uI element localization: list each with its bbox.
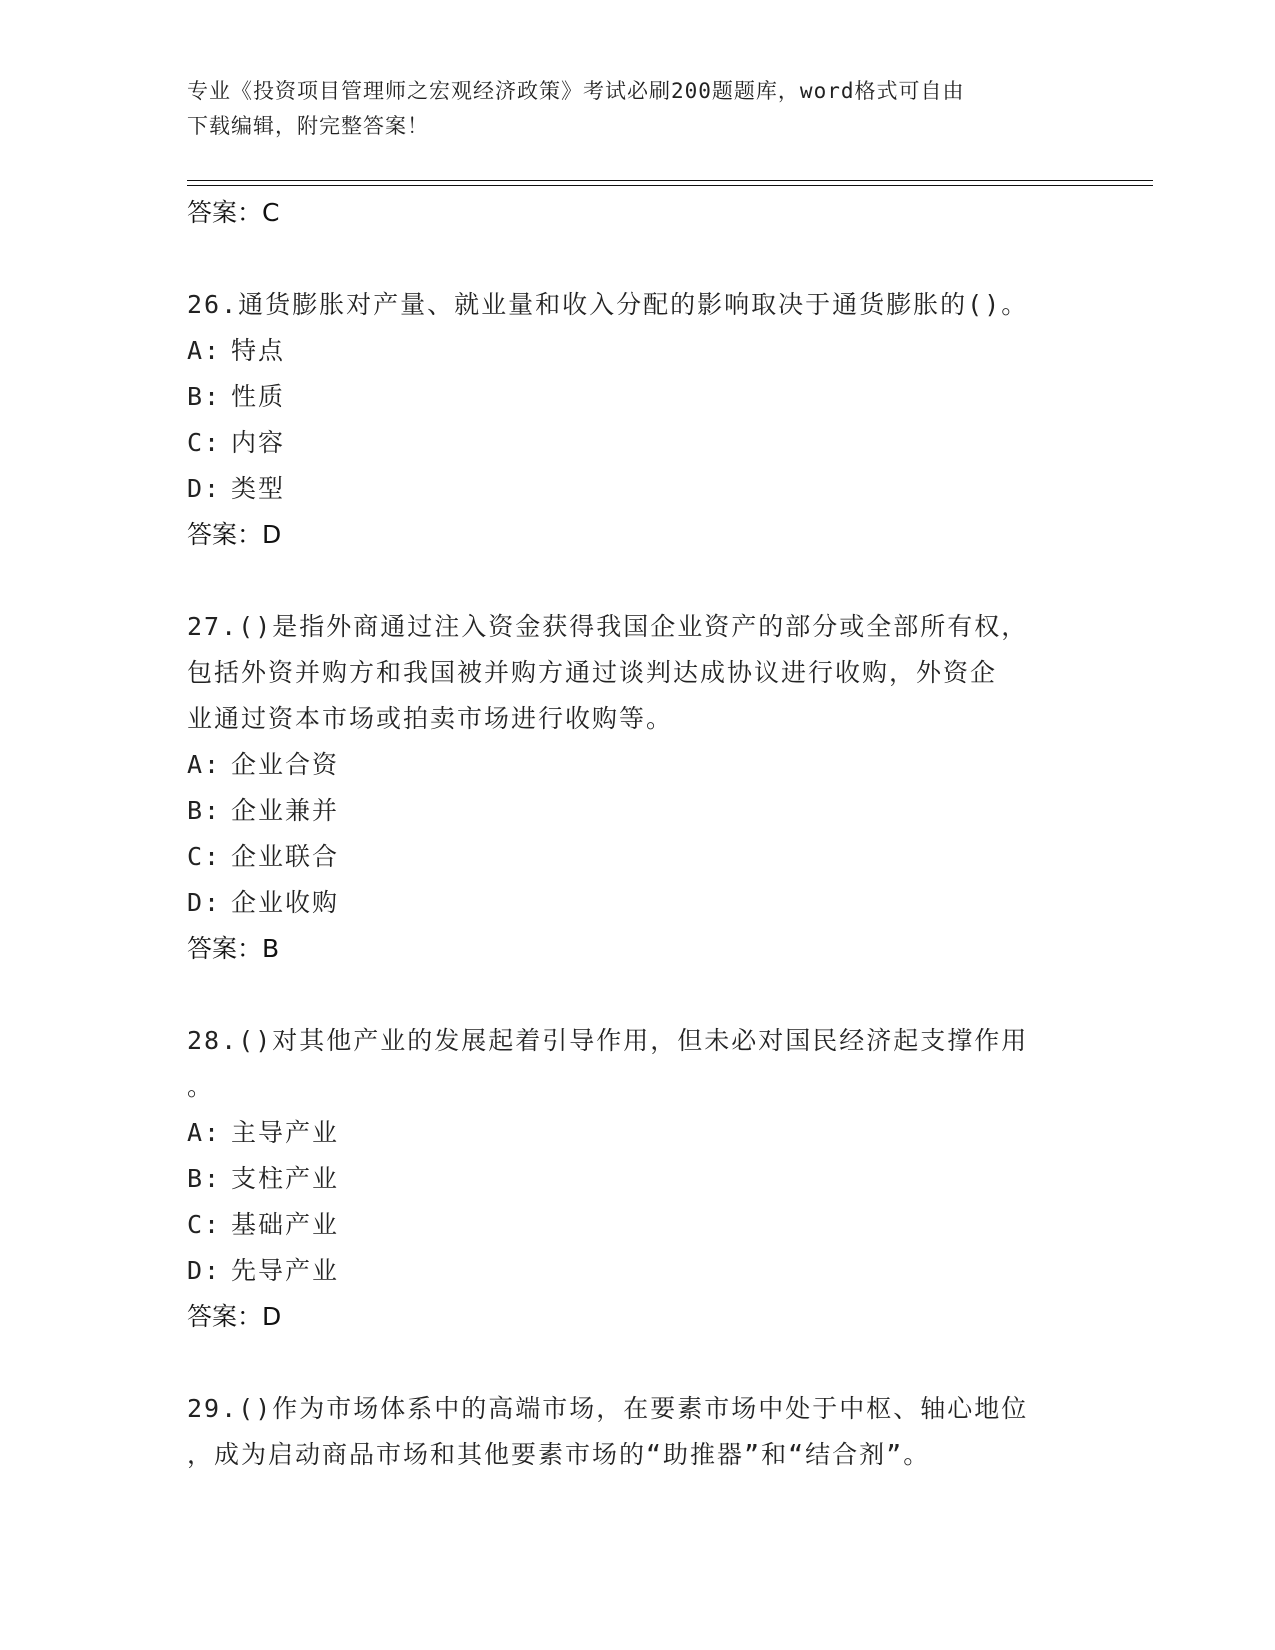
option-text: 先导产业 <box>231 1256 340 1285</box>
question-text-line-2: ，成为启动商品市场和其他要素市场的“助推器”和“结合剂”。 <box>187 1440 931 1469</box>
question-text-line-1: 29.()作为市场体系中的高端市场，在要素市场中处于中枢、轴心地位 <box>187 1394 1029 1423</box>
option-b <box>187 374 1087 420</box>
option-key: D: <box>187 474 222 503</box>
option-key: C: <box>187 428 222 457</box>
answer-line: 答案：D <box>187 520 282 549</box>
option-text: 内容 <box>231 428 286 457</box>
option-key: A: <box>187 1118 222 1147</box>
option-text: 特点 <box>231 336 286 365</box>
option-key: B: <box>187 382 222 411</box>
option-c <box>187 420 1087 466</box>
answer-line: 答案：C <box>187 198 280 227</box>
header-line-2: 下载编辑，附完整答案！ <box>187 114 429 138</box>
header-line-1: 专业《投资项目管理师之宏观经济政策》考试必刷200题题库，word格式可自由 <box>187 79 965 103</box>
header-divider-bottom <box>187 185 1153 186</box>
option-text: 企业联合 <box>231 842 340 871</box>
question-text-line-2: 。 <box>187 1072 215 1101</box>
question-text-line-2: 包括外资并购方和我国被并购方通过谈判达成协议进行收购，外资企 <box>187 658 998 687</box>
option-text: 企业兼并 <box>231 796 340 825</box>
option-text: 性质 <box>231 382 286 411</box>
option-text: 基础产业 <box>231 1210 340 1239</box>
option-key: A: <box>187 750 222 779</box>
question-block <box>187 282 1087 558</box>
option-key: C: <box>187 842 222 871</box>
question-block <box>187 1018 1087 1340</box>
option-text: 主导产业 <box>231 1118 340 1147</box>
question-list <box>187 190 1087 1478</box>
option-key: C: <box>187 1210 222 1239</box>
option-d <box>187 1248 1087 1294</box>
option-key: D: <box>187 888 222 917</box>
option-text: 企业收购 <box>231 888 340 917</box>
option-c <box>187 834 1087 880</box>
option-key: D: <box>187 1256 222 1285</box>
header-divider-top <box>187 180 1153 181</box>
question-text: 26.通货膨胀对产量、就业量和收入分配的影响取决于通货膨胀的()。 <box>187 290 1029 319</box>
option-text: 企业合资 <box>231 750 340 779</box>
document-header <box>187 74 1087 144</box>
option-a <box>187 742 1087 788</box>
option-a <box>187 328 1087 374</box>
question-text-line-1: 27.()是指外商通过注入资金获得我国企业资产的部分或全部所有权， <box>187 612 1029 641</box>
option-a <box>187 1110 1087 1156</box>
question-block <box>187 604 1087 972</box>
option-key: A: <box>187 336 222 365</box>
option-text: 类型 <box>231 474 286 503</box>
option-text: 支柱产业 <box>231 1164 340 1193</box>
option-b <box>187 788 1087 834</box>
question-text-line-3: 业通过资本市场或拍卖市场进行收购等。 <box>187 704 674 733</box>
question-text-line-1: 28.()对其他产业的发展起着引导作用，但未必对国民经济起支撑作用 <box>187 1026 1029 1055</box>
option-b <box>187 1156 1087 1202</box>
option-key: B: <box>187 796 222 825</box>
question-block <box>187 1386 1087 1478</box>
answer-line: 答案：D <box>187 1302 282 1331</box>
option-key: B: <box>187 1164 222 1193</box>
option-d <box>187 880 1087 926</box>
option-d <box>187 466 1087 512</box>
option-c <box>187 1202 1087 1248</box>
answer-line: 答案：B <box>187 934 280 963</box>
